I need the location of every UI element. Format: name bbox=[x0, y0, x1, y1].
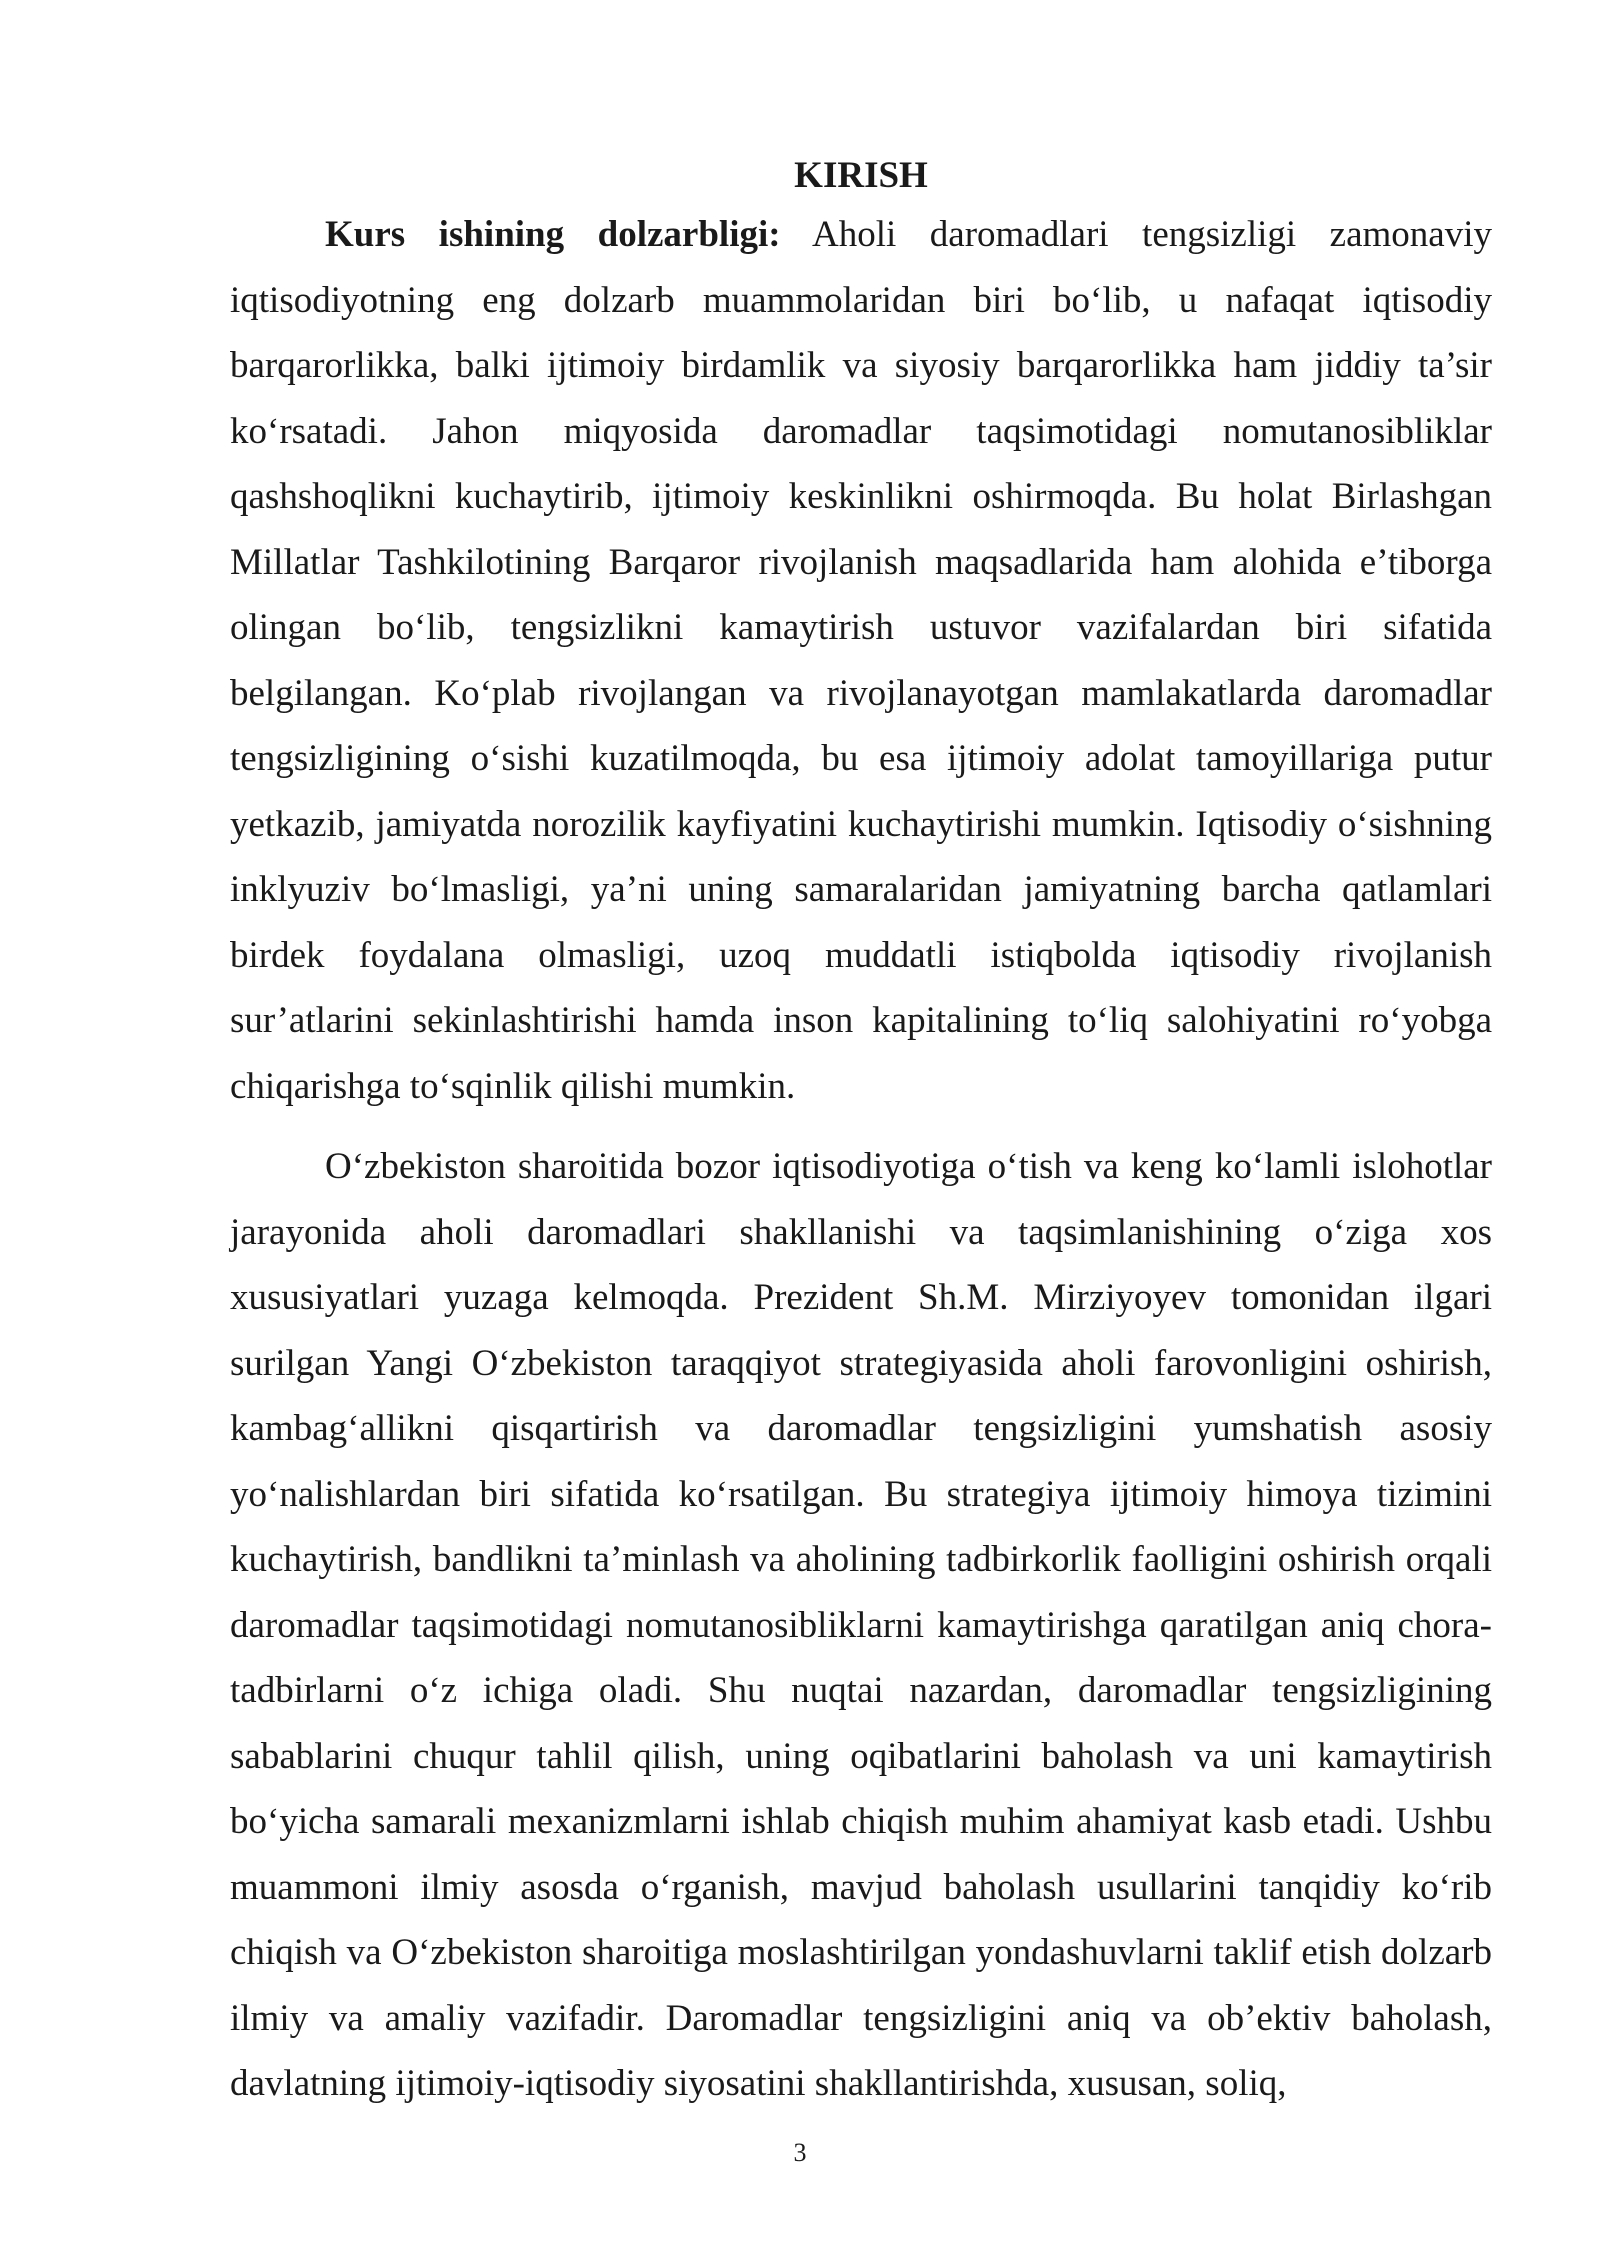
section-title: KIRISH bbox=[794, 155, 928, 196]
page-number: 3 bbox=[793, 2138, 807, 2167]
paragraph-text: Aholi daromadlari tengsizligi zamonaviy iqtisodiyotning eng dolzarb muammolaridan biri bo‘lib, u nafaqat iqtisodiy barqarorlikka, balki ijtimoiy birdamlik va siyosiy barqarorlikka ham jiddiy ta’sir ko‘rsatadi. Jahon miqyosida daromadlar taqsimotidagi nomutanosibliklar qashshoqlikni kuchaytirib, ijtimoiy keskinlikni oshirmoqda. Bu holat Birlashgan Millatlar Tashkilotining Barqaror rivojlanish maqsadlarida ham alohida e’tiborga olingan bo‘lib, tengsizlikni kamaytirish ustuvor vazifalardan biri sifatida belgilangan. Ko‘plab rivojlangan va rivojlanayotgan mamlakatlarda daromadlar tengsizligining o‘sishi kuzatilmoqda, bu esa ijtimoiy adolat tamoyillariga putur yetkazib, jamiyatda norozilik kayfiyatini kuchaytirishi mumkin. Iqtisodiy o‘sishning inklyuziv bo‘lmasligi, ya’ni uning samaralaridan jamiyatning barcha qatlamlari birdek foydalana olmasligi, uzoq muddatli istiqbolda iqtisodiy rivojlanish sur’atlarini sekinlashtirishi hamda inson kapitalining to‘liq salohiyatini ro‘yobga chiqarishga to‘sqinlik qilishi mumkin. bbox=[230, 214, 1492, 1107]
document-page bbox=[230, 150, 1492, 2117]
paragraph-lead: Kurs ishining dolzarbligi: bbox=[325, 214, 781, 255]
paragraph-relevance bbox=[230, 202, 1492, 1119]
paragraph-uzbekistan: O‘zbekiston sharoitida bozor iqtisodiyotiga o‘tish va keng ko‘lamli islohotlar jarayonida aholi daromadlari shakllanishi va taqsimlanishining o‘ziga xos xususiyatlari yuzaga kelmoqda. Prezident Sh.M. Mirziyoyev tomonidan ilgari surilgan Yangi O‘zbekiston taraqqiyot strategiyasida aholi farovonligini oshirish, kambag‘allikni qisqartirish va daromadlar tengsizligini yumshatish asosiy yo‘nalishlardan biri sifatida ko‘rsatilgan. Bu strategiya ijtimoiy himoya tizimini kuchaytirish, bandlikni ta’minlash va aholining tadbirkorlik faolligini oshirish orqali daromadlar taqsimotidagi nomutanosibliklarni kamaytirishga qaratilgan aniq chora-tadbirlarni o‘z ichiga oladi. Shu nuqtai nazardan, daromadlar tengsizligining sabablarini chuqur tahlil qilish, uning oqibatlarini baholash va uni kamaytirish bo‘yicha samarali mexanizmlarni ishlab chiqish muhim ahamiyat kasb etadi. Ushbu muammoni ilmiy asosda o‘rganish, mavjud baholash usullarini tanqidiy ko‘rib chiqish va O‘zbekiston sharoitiga moslashtirilgan yondashuvlarni taklif etish dolzarb ilmiy va amaliy vazifadir. Daromadlar tengsizligini aniq va ob’ektiv baholash, davlatning ijtimoiy-iqtisodiy siyosatini shakllantirishda, xususan, soliq, bbox=[230, 1146, 1492, 2104]
